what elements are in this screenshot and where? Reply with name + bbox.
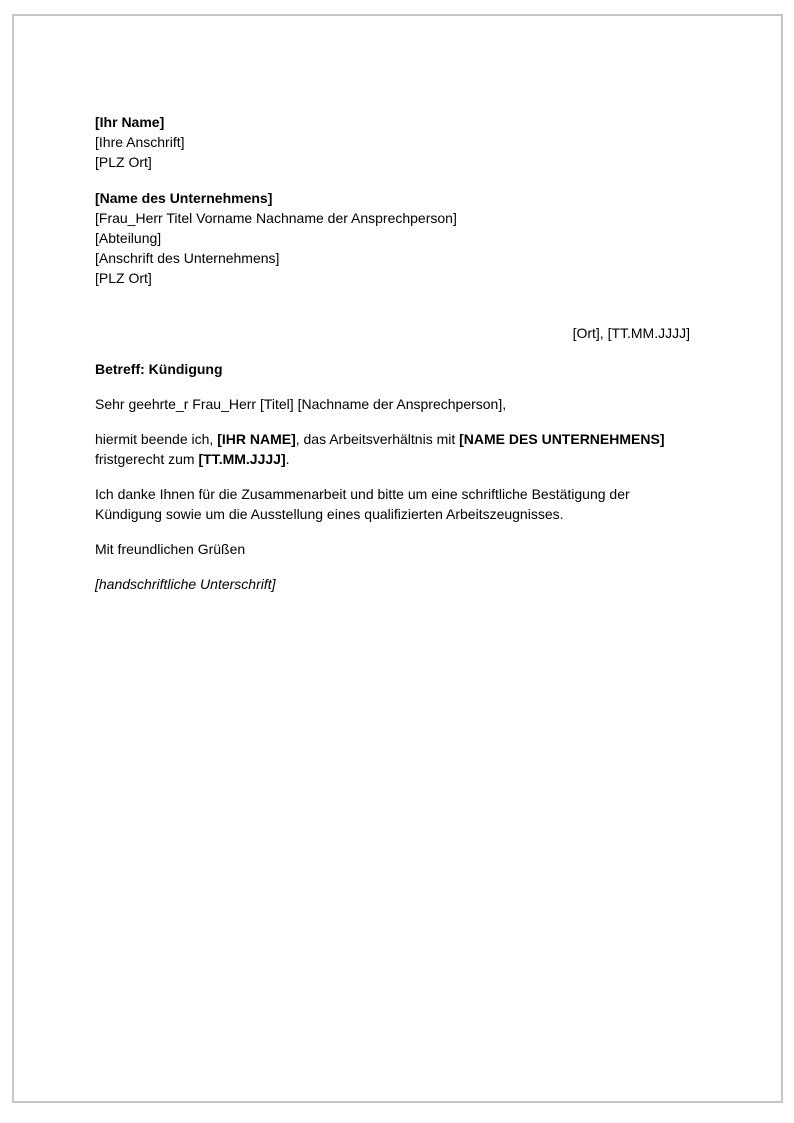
body-p1-text: fristgerecht zum [95,451,199,467]
signature-placeholder: [handschriftliche Unterschrift] [95,576,276,592]
body-p1-date-placeholder: [TT.MM.JJJJ] [198,451,286,467]
subject-line: Betreff: Kündigung [95,361,223,377]
body-p1-text: hiermit beende ich, [95,431,218,447]
letter-content [95,112,690,609]
body-paragraph-2: Ich danke Ihnen für die Zusammenarbeit und bitte um eine schriftliche Bestätigung der Kündigung sowie um die Ausstellung eines qualifizierten Arbeitszeugnisses. [95,486,630,522]
sender-city: [PLZ Ort] [95,154,152,170]
date-line: [Ort], [TT.MM.JJJJ] [572,325,690,341]
body-p1-text: , das Arbeitsverhältnis mit [295,431,460,447]
recipient-department: [Abteilung] [95,230,162,246]
salutation: Sehr geehrte_r Frau_Herr [Titel] [Nachname der Ansprechperson], [95,396,507,412]
recipient-address: [Anschrift des Unternehmens] [95,250,280,266]
body-p1-text: . [285,451,290,467]
body-paragraph-1 [95,429,690,469]
sender-name: [Ihr Name] [95,114,165,130]
recipient-company: [Name des Unternehmens] [95,190,273,206]
recipient-contact: [Frau_Herr Titel Vorname Nachname der Ansprechperson] [95,210,457,226]
closing-line: Mit freundlichen Grüßen [95,541,246,557]
body-p1-your-name-placeholder: [IHR NAME] [217,431,296,447]
sender-address-block [95,112,690,172]
recipient-address-block [95,188,690,288]
recipient-city: [PLZ Ort] [95,270,152,286]
sender-address: [Ihre Anschrift] [95,134,185,150]
body-p1-company-placeholder: [NAME DES UNTERNEHMENS] [459,431,665,447]
